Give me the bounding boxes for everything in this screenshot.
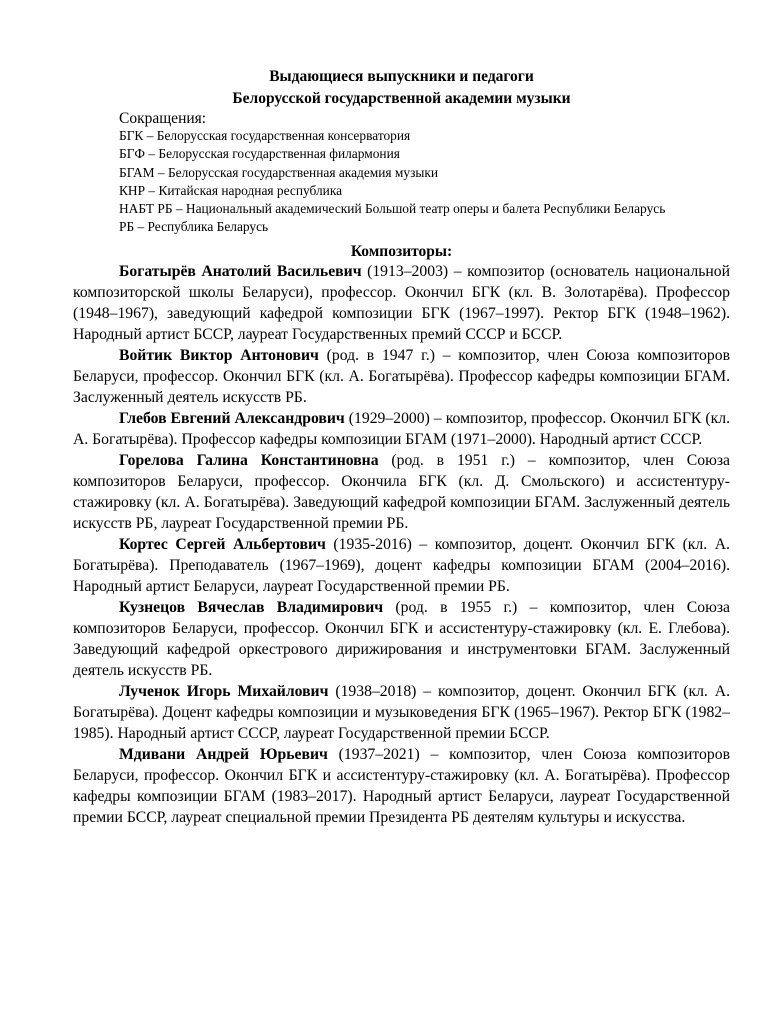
composer-entry xyxy=(73,534,730,597)
composer-description: (1937–2021) – композитор, член Союза композиторов Беларуси, профессор. Окончил БГК и ассистентуру-стажировку (кл. А. Богатырёва). Профессор кафедры композиции БГАМ (1983–2017). Народный артист Беларуси, лауреат Государственной премии БССР, лауреат специальной премии Президента РБ деятелям культуры и искусства. xyxy=(73,745,730,826)
composer-description: (род. в 1955 г.) – композитор, член Союза композиторов Беларуси, профессор. Окончил БГК и ассистентуру-стажировку (кл. Е. Глебова). Заведующий кафедрой оркестрового дирижирования и инструментовки БГАМ. Заслуженный деятель искусств РБ. xyxy=(73,598,730,679)
composer-description: (род. в 1951 г.) – композитор, член Союза композиторов Беларуси, профессор. Окончила БГК (кл. Д. Смольского) и ассистентуру-стажировку (кл. А. Богатырёва). Заведующий кафедрой композиции БГАМ. Заслуженный деятель искусств РБ, лауреат Государственной премии РБ. xyxy=(73,451,730,532)
composer-entry xyxy=(73,345,730,408)
composer-name: Глебов Евгений Александрович xyxy=(119,409,345,427)
document-page xyxy=(73,66,730,828)
title-line-1: Выдающиеся выпускники и педагоги xyxy=(269,68,534,85)
composer-entry xyxy=(73,450,730,534)
abbreviation-item: НАБТ РБ – Национальный академический Большой театр оперы и балета Республики Беларусь xyxy=(119,201,666,217)
composer-name: Кортес Сергей Альбертович xyxy=(119,535,326,553)
composer-name: Лученок Игорь Михайлович xyxy=(119,682,329,700)
composer-name: Горелова Галина Константиновна xyxy=(119,451,379,469)
composer-name: Богатырёв Анатолий Васильевич xyxy=(119,262,362,280)
entries-list xyxy=(73,261,730,828)
composer-entry xyxy=(73,597,730,681)
composer-description: (1935-2016) – композитор, доцент. Окончил БГК (кл. А. Богатырёва). Преподаватель (1967–1969), доцент кафедры композиции БГАМ (2004–2016). Народный артист Беларуси, лауреат Государственной премии РБ. xyxy=(73,535,730,595)
abbreviation-item: БГК – Белорусская государственная консерватория xyxy=(119,128,411,143)
document-title xyxy=(73,66,730,110)
composer-name: Мдивани Андрей Юрьевич xyxy=(119,745,328,763)
composer-description: (род. в 1947 г.) – композитор, член Союза композиторов Беларуси, профессор. Окончил БГК (кл. А. Богатырёва). Профессор кафедры композиции БГАМ. Заслуженный деятель искусств РБ. xyxy=(73,346,731,406)
composer-entry xyxy=(73,681,730,744)
abbreviations-heading: Сокращения: xyxy=(119,110,207,127)
composer-description: (1929–2000) – композитор, профессор. Окончил БГК (кл. А. Богатырёва). Профессор кафедры композиции БГАМ (1971–2000). Народный артист СССР. xyxy=(73,409,730,448)
composer-name: Войтик Виктор Антонович xyxy=(119,346,319,364)
composer-entry xyxy=(73,408,730,450)
abbreviation-item: БГФ – Белорусская государственная филармония xyxy=(119,146,400,162)
composer-name: Кузнецов Вячеслав Владимирович xyxy=(119,598,384,616)
composer-description: (1938–2018) – композитор, доцент. Окончил БГК (кл. А. Богатырёва). Доцент кафедры композиции и музыковедения БГК (1965–1967). Ректор БГК (1982–1985). Народный артист СССР, лауреат Государственной премии БССР. xyxy=(73,682,730,742)
abbreviation-item: РБ – Республика Беларусь xyxy=(119,219,269,235)
abbreviations-list xyxy=(73,127,730,237)
composer-entry xyxy=(73,744,730,828)
section-title: Композиторы: xyxy=(350,242,453,260)
abbreviation-item: БГАМ – Белорусская государственная академия музыки xyxy=(119,164,439,180)
title-line-2: Белорусской государственной академии музыки xyxy=(232,90,571,107)
composer-description: (1913–2003) – композитор (основатель национальной композиторской школы Беларуси), профессор. Окончил БГК (кл. В. Золотарёва). Профессор (1948–1967), заведующий кафедрой композиции БГК (1967–1997). Ректор БГК (1948–1962). Народный артист БССР, лауреат Государственных премий СССР и БССР. xyxy=(73,262,730,343)
composer-entry xyxy=(73,261,730,345)
abbreviation-item: КНР – Китайская народная республика xyxy=(119,182,343,198)
